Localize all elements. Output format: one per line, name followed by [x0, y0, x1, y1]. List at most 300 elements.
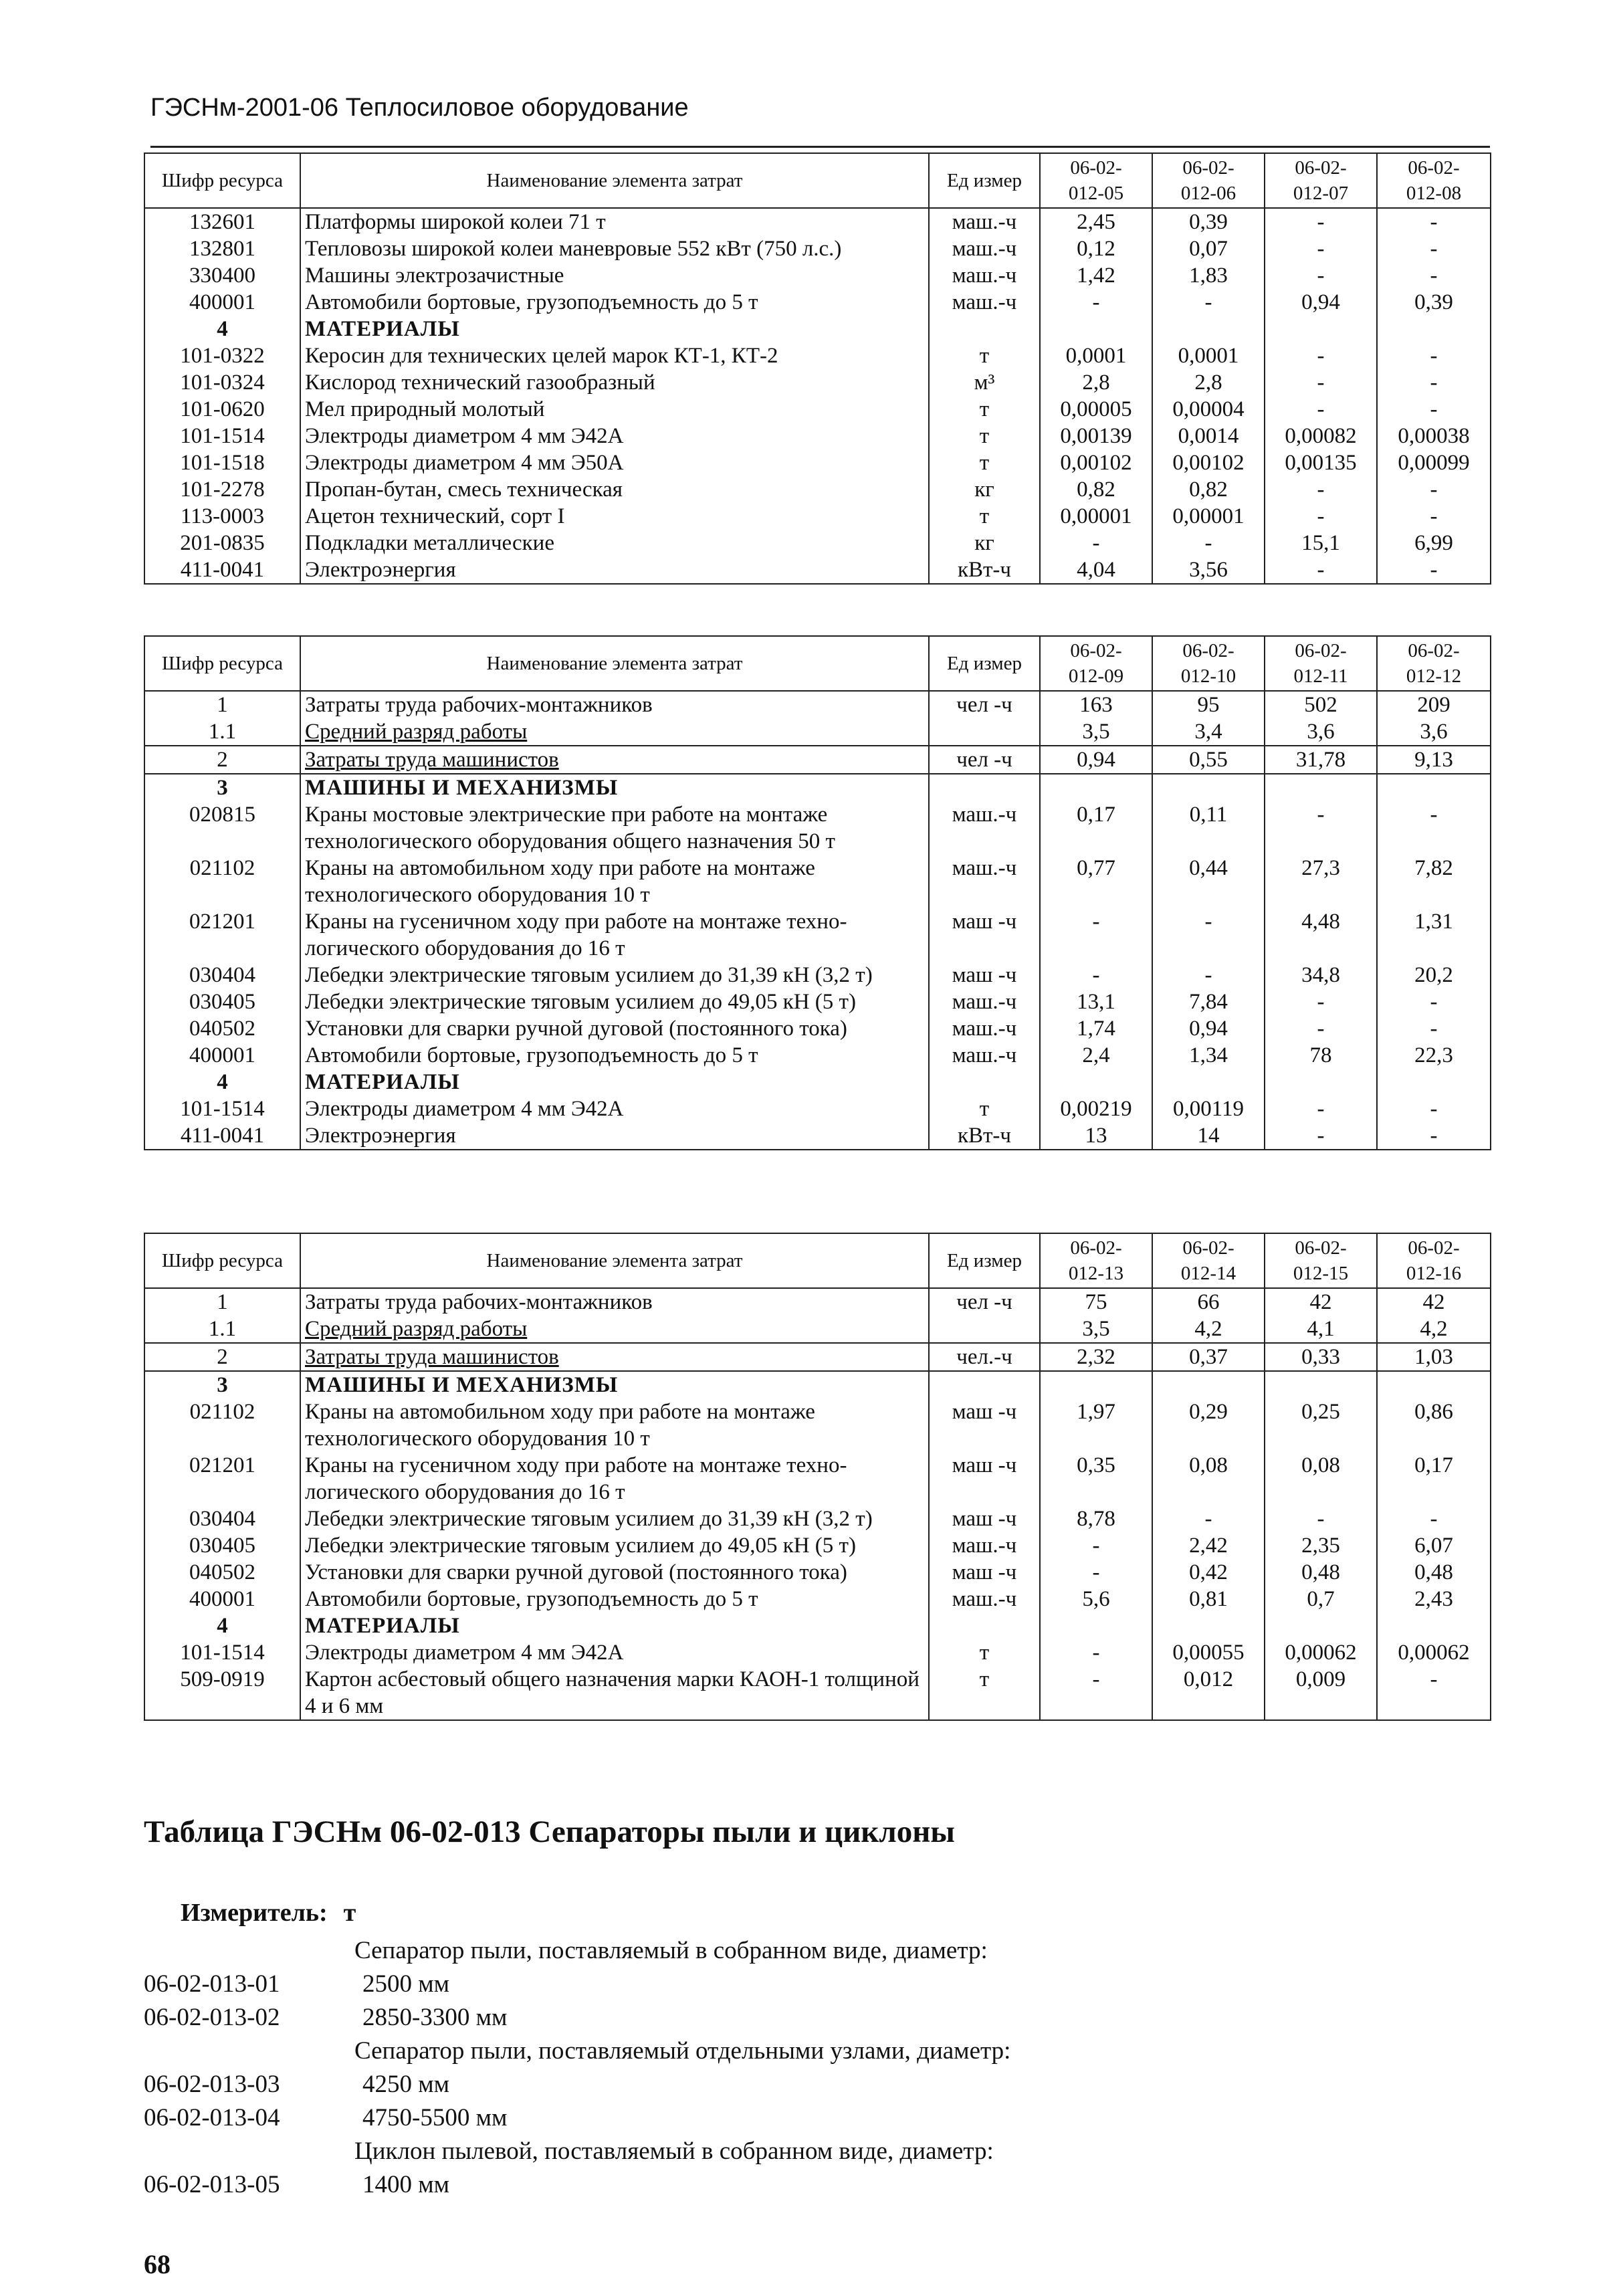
value-cell: 0,00004 — [1152, 396, 1265, 423]
resource-code: 021102 — [144, 855, 300, 908]
value-cell: 2,45 — [1040, 208, 1152, 235]
table-row — [144, 396, 1491, 423]
cost-element-name: Установки для сварки ручной дуговой (постоянного тока) — [300, 1015, 929, 1042]
cost-element-name: Установки для сварки ручной дуговой (постоянного тока) — [300, 1559, 929, 1586]
value-cell: - — [1377, 369, 1491, 396]
cost-element-name: Электроды диаметром 4 мм Э42А — [300, 1639, 929, 1666]
cost-element-name: Платформы широкой колеи 71 т — [300, 208, 929, 235]
value-cell: 0,11 — [1152, 801, 1265, 855]
unit-cell — [929, 1069, 1040, 1095]
norm-group-title: Сепаратор пыли, поставляемый в собранном виде, диаметр: — [354, 1937, 988, 1964]
resource-code: 4 — [144, 316, 300, 342]
value-cell: 0,94 — [1040, 746, 1152, 774]
value-cell: 42 — [1265, 1288, 1377, 1316]
resource-table-1 — [144, 152, 1491, 585]
value-cell: 2,8 — [1040, 369, 1152, 396]
value-cell: 0,012 — [1152, 1666, 1265, 1720]
value-cell: 75 — [1040, 1288, 1152, 1316]
measure-value: т — [343, 1899, 356, 1927]
table-row — [144, 1586, 1491, 1612]
table-row — [144, 1095, 1491, 1122]
value-cell: 13,1 — [1040, 988, 1152, 1015]
resource-code: 101-0324 — [144, 369, 300, 396]
unit-cell: маш.-ч — [929, 855, 1040, 908]
value-cell: 0,00005 — [1040, 396, 1152, 423]
value-cell: 5,6 — [1040, 1586, 1152, 1612]
unit-cell — [929, 1371, 1040, 1398]
table-row — [144, 962, 1491, 988]
value-cell: 0,00119 — [1152, 1095, 1265, 1122]
norm-group-title: Циклон пылевой, поставляемый в собранном виде, диаметр: — [354, 2137, 994, 2165]
unit-cell: маш.-ч — [929, 235, 1040, 262]
cost-element-name: Мел природный молотый — [300, 396, 929, 423]
unit-cell: кВт-ч — [929, 556, 1040, 584]
unit-cell: маш.-ч — [929, 1532, 1040, 1559]
column-header: 06-02- 012-15 — [1265, 1233, 1377, 1288]
value-cell: 42 — [1377, 1288, 1491, 1316]
resource-code: 030405 — [144, 1532, 300, 1559]
resource-code: 330400 — [144, 262, 300, 289]
unit-cell — [929, 316, 1040, 342]
cost-element-name: Лебедки электрические тяговым усилием до 49,05 кН (5 т) — [300, 988, 929, 1015]
table-row — [144, 208, 1491, 235]
unit-cell: кг — [929, 530, 1040, 556]
value-cell: 0,94 — [1265, 289, 1377, 316]
norm-size: 4250 мм — [362, 2071, 450, 2098]
value-cell: 1,97 — [1040, 1398, 1152, 1452]
value-cell: 0,009 — [1265, 1666, 1377, 1720]
table-header-row — [144, 1233, 1491, 1288]
column-header: Ед измер — [929, 1233, 1040, 1288]
unit-cell: маш -ч — [929, 1559, 1040, 1586]
value-cell: 14 — [1152, 1122, 1265, 1150]
value-cell: - — [1377, 1015, 1491, 1042]
value-cell: 27,3 — [1265, 855, 1377, 908]
cost-element-name: Лебедки электрические тяговым усилием до 31,39 кН (3,2 т) — [300, 1505, 929, 1532]
table-row — [144, 1612, 1491, 1639]
value-cell: - — [1265, 1095, 1377, 1122]
value-cell: - — [1377, 342, 1491, 369]
norm-size: 2850-3300 мм — [362, 2004, 508, 2031]
value-cell: - — [1265, 476, 1377, 503]
value-cell — [1040, 774, 1152, 801]
value-cell: 0,39 — [1152, 208, 1265, 235]
table-row — [144, 1532, 1491, 1559]
table-row — [144, 1122, 1491, 1150]
table-row — [144, 1666, 1491, 1720]
table-row — [144, 718, 1491, 746]
table-row — [144, 342, 1491, 369]
norm-size: 1400 мм — [362, 2171, 450, 2198]
value-cell: 3,6 — [1265, 718, 1377, 746]
value-cell: - — [1265, 208, 1377, 235]
cost-element-name: Краны на автомобильном ходу при работе на монтаже технологического оборудования 10 т — [300, 855, 929, 908]
value-cell: - — [1377, 208, 1491, 235]
value-cell: 3,56 — [1152, 556, 1265, 584]
value-cell: 0,07 — [1152, 235, 1265, 262]
resource-code: 030405 — [144, 988, 300, 1015]
page-number: 68 — [144, 2249, 171, 2279]
norm-code: 06-02-013-03 — [144, 2071, 280, 2098]
value-cell: - — [1040, 1639, 1152, 1666]
value-cell: 0,17 — [1040, 801, 1152, 855]
cost-element-name: МАШИНЫ И МЕХАНИЗМЫ — [300, 774, 929, 801]
column-header: 06-02- 012-14 — [1152, 1233, 1265, 1288]
header-rule — [150, 146, 1490, 148]
value-cell: 0,00139 — [1040, 423, 1152, 449]
value-cell: - — [1265, 369, 1377, 396]
resource-code: 132601 — [144, 208, 300, 235]
table-row — [144, 235, 1491, 262]
value-cell: - — [1377, 1505, 1491, 1532]
norm-code: 06-02-013-02 — [144, 2004, 280, 2031]
value-cell: 4,1 — [1265, 1316, 1377, 1343]
unit-cell: маш -ч — [929, 962, 1040, 988]
norm-size: 4750-5500 мм — [362, 2104, 508, 2131]
column-header: 06-02- 012-16 — [1377, 1233, 1491, 1288]
value-cell: - — [1265, 1122, 1377, 1150]
resource-code: 400001 — [144, 289, 300, 316]
cost-element-name: Пропан-бутан, смесь техническая — [300, 476, 929, 503]
unit-cell: т — [929, 1639, 1040, 1666]
value-cell: 2,4 — [1040, 1042, 1152, 1069]
unit-cell — [929, 1316, 1040, 1343]
unit-cell: т — [929, 503, 1040, 530]
value-cell: - — [1152, 1505, 1265, 1532]
column-header: Шифр ресурса — [144, 153, 300, 208]
value-cell: - — [1377, 1122, 1491, 1150]
column-header: 06-02- 012-06 — [1152, 153, 1265, 208]
value-cell: 502 — [1265, 691, 1377, 718]
value-cell: - — [1377, 476, 1491, 503]
table-row — [144, 1398, 1491, 1452]
value-cell: 2,43 — [1377, 1586, 1491, 1612]
cost-element-name: Краны на гусеничном ходу при работе на монтаже техно-логического оборудования до 16 т — [300, 1452, 929, 1505]
table-row — [144, 801, 1491, 855]
resource-code: 1.1 — [144, 718, 300, 746]
value-cell: - — [1040, 908, 1152, 962]
column-header: 06-02- 012-13 — [1040, 1233, 1152, 1288]
value-cell: - — [1377, 503, 1491, 530]
value-cell — [1265, 1612, 1377, 1639]
value-cell — [1377, 1612, 1491, 1639]
value-cell: - — [1152, 908, 1265, 962]
column-header: 06-02- 012-07 — [1265, 153, 1377, 208]
measure-label: Измеритель: — [181, 1899, 328, 1927]
value-cell: 2,32 — [1040, 1343, 1152, 1371]
cost-element-name: Машины электрозачистные — [300, 262, 929, 289]
unit-cell: т — [929, 1095, 1040, 1122]
value-cell: 163 — [1040, 691, 1152, 718]
value-cell: 66 — [1152, 1288, 1265, 1316]
resource-code: 411-0041 — [144, 1122, 300, 1150]
column-header: Наименование элемента затрат — [300, 153, 929, 208]
value-cell — [1040, 1371, 1152, 1398]
unit-cell: т — [929, 1666, 1040, 1720]
unit-cell: маш.-ч — [929, 289, 1040, 316]
table-row — [144, 908, 1491, 962]
unit-cell — [929, 718, 1040, 746]
value-cell: 0,48 — [1265, 1559, 1377, 1586]
value-cell: - — [1040, 1559, 1152, 1586]
resource-code: 1 — [144, 1288, 300, 1316]
value-cell: 4,2 — [1377, 1316, 1491, 1343]
value-cell — [1377, 316, 1491, 342]
unit-cell: маш.-ч — [929, 208, 1040, 235]
resource-code: 101-0322 — [144, 342, 300, 369]
value-cell: 2,8 — [1152, 369, 1265, 396]
cost-element-name: Затраты труда рабочих-монтажников — [300, 1288, 929, 1316]
value-cell: - — [1152, 962, 1265, 988]
unit-cell: т — [929, 423, 1040, 449]
cost-element-name: Средний разряд работы — [300, 718, 929, 746]
cost-element-name: Затраты труда рабочих-монтажников — [300, 691, 929, 718]
unit-cell — [929, 774, 1040, 801]
resource-code: 021201 — [144, 1452, 300, 1505]
value-cell: 2,42 — [1152, 1532, 1265, 1559]
unit-cell: маш -ч — [929, 1398, 1040, 1452]
value-cell — [1152, 316, 1265, 342]
table-row — [144, 449, 1491, 476]
value-cell: 9,13 — [1377, 746, 1491, 774]
value-cell: 0,00055 — [1152, 1639, 1265, 1666]
resource-code: 4 — [144, 1612, 300, 1639]
value-cell — [1040, 316, 1152, 342]
value-cell: - — [1040, 962, 1152, 988]
table-row — [144, 1042, 1491, 1069]
column-header: Шифр ресурса — [144, 1233, 300, 1288]
resource-code: 113-0003 — [144, 503, 300, 530]
column-header: Ед измер — [929, 636, 1040, 691]
table-row — [144, 1015, 1491, 1042]
resource-table-2 — [144, 635, 1491, 1150]
unit-cell: маш -ч — [929, 908, 1040, 962]
table-row — [144, 855, 1491, 908]
resource-table-3 — [144, 1233, 1491, 1721]
value-cell: - — [1265, 262, 1377, 289]
unit-cell: маш -ч — [929, 1505, 1040, 1532]
value-cell: 0,86 — [1377, 1398, 1491, 1452]
table-row — [144, 1559, 1491, 1586]
value-cell: 1,83 — [1152, 262, 1265, 289]
value-cell — [1377, 1371, 1491, 1398]
unit-cell: маш.-ч — [929, 1586, 1040, 1612]
value-cell: 0,39 — [1377, 289, 1491, 316]
value-cell: 0,44 — [1152, 855, 1265, 908]
table-row — [144, 1316, 1491, 1343]
cost-element-name: Затраты труда машинистов — [300, 746, 929, 774]
value-cell: - — [1265, 556, 1377, 584]
unit-cell: т — [929, 396, 1040, 423]
value-cell: 0,08 — [1265, 1452, 1377, 1505]
value-cell: 31,78 — [1265, 746, 1377, 774]
value-cell: 95 — [1152, 691, 1265, 718]
value-cell: 7,84 — [1152, 988, 1265, 1015]
table-header-row — [144, 153, 1491, 208]
table-row — [144, 423, 1491, 449]
value-cell — [1377, 774, 1491, 801]
resource-code: 030404 — [144, 1505, 300, 1532]
table-row — [144, 1371, 1491, 1398]
unit-cell: маш.-ч — [929, 988, 1040, 1015]
column-header: 06-02- 012-10 — [1152, 636, 1265, 691]
table-row — [144, 1288, 1491, 1316]
resource-code: 030404 — [144, 962, 300, 988]
cost-element-name: Краны мостовые электрические при работе на монтаже технологического оборудования общего назначения 50 т — [300, 801, 929, 855]
value-cell — [1265, 316, 1377, 342]
column-header: 06-02- 012-11 — [1265, 636, 1377, 691]
value-cell: 0,0001 — [1152, 342, 1265, 369]
value-cell: 0,33 — [1265, 1343, 1377, 1371]
column-header: 06-02- 012-05 — [1040, 153, 1152, 208]
value-cell: 1,34 — [1152, 1042, 1265, 1069]
column-header: Наименование элемента затрат — [300, 636, 929, 691]
value-cell — [1152, 1371, 1265, 1398]
value-cell: - — [1377, 262, 1491, 289]
value-cell: 34,8 — [1265, 962, 1377, 988]
value-cell: 3,5 — [1040, 1316, 1152, 1343]
value-cell: 0,81 — [1152, 1586, 1265, 1612]
value-cell — [1040, 1069, 1152, 1095]
resource-code: 101-1514 — [144, 1095, 300, 1122]
value-cell: 0,00082 — [1265, 423, 1377, 449]
value-cell: - — [1377, 556, 1491, 584]
value-cell: 15,1 — [1265, 530, 1377, 556]
value-cell: 7,82 — [1377, 855, 1491, 908]
value-cell: - — [1377, 988, 1491, 1015]
value-cell: - — [1265, 396, 1377, 423]
resource-code: 021102 — [144, 1398, 300, 1452]
column-header: Ед измер — [929, 153, 1040, 208]
cost-element-name: Электроды диаметром 4 мм Э42А — [300, 1095, 929, 1122]
value-cell: 0,48 — [1377, 1559, 1491, 1586]
value-cell: 0,00062 — [1265, 1639, 1377, 1666]
cost-element-name: Средний разряд работы — [300, 1316, 929, 1343]
value-cell: 0,08 — [1152, 1452, 1265, 1505]
value-cell: - — [1040, 1666, 1152, 1720]
value-cell: 2,35 — [1265, 1532, 1377, 1559]
resource-code: 101-2278 — [144, 476, 300, 503]
unit-cell: маш.-ч — [929, 1042, 1040, 1069]
resource-code: 411-0041 — [144, 556, 300, 584]
unit-cell: чел.-ч — [929, 1343, 1040, 1371]
resource-code: 040502 — [144, 1015, 300, 1042]
value-cell: 13 — [1040, 1122, 1152, 1150]
cost-element-name: Ацетон технический, сорт I — [300, 503, 929, 530]
unit-cell: чел -ч — [929, 746, 1040, 774]
cost-element-name: Подкладки металлические — [300, 530, 929, 556]
value-cell: - — [1152, 530, 1265, 556]
table-row — [144, 530, 1491, 556]
cost-element-name: Электроэнергия — [300, 556, 929, 584]
table-row — [144, 1452, 1491, 1505]
resource-code: 400001 — [144, 1586, 300, 1612]
value-cell: - — [1040, 1532, 1152, 1559]
value-cell: 0,55 — [1152, 746, 1265, 774]
value-cell: 0,7 — [1265, 1586, 1377, 1612]
table-row — [144, 1343, 1491, 1371]
value-cell: 1,03 — [1377, 1343, 1491, 1371]
value-cell: 0,77 — [1040, 855, 1152, 908]
value-cell: 0,17 — [1377, 1452, 1491, 1505]
value-cell: 0,00062 — [1377, 1639, 1491, 1666]
norm-code: 06-02-013-01 — [144, 1970, 280, 1998]
table-row — [144, 1505, 1491, 1532]
cost-element-name: МАШИНЫ И МЕХАНИЗМЫ — [300, 1371, 929, 1398]
value-cell: - — [1152, 289, 1265, 316]
resource-code: 132801 — [144, 235, 300, 262]
value-cell: 4,04 — [1040, 556, 1152, 584]
cost-element-name: Автомобили бортовые, грузоподъемность до 5 т — [300, 1586, 929, 1612]
unit-cell: м³ — [929, 369, 1040, 396]
value-cell: 78 — [1265, 1042, 1377, 1069]
value-cell: 0,00099 — [1377, 449, 1491, 476]
resource-code: 101-1514 — [144, 1639, 300, 1666]
table-header-row — [144, 636, 1491, 691]
value-cell — [1152, 1612, 1265, 1639]
value-cell: 0,37 — [1152, 1343, 1265, 1371]
column-header: 06-02- 012-12 — [1377, 636, 1491, 691]
value-cell: 3,6 — [1377, 718, 1491, 746]
resource-code: 509-0919 — [144, 1666, 300, 1720]
value-cell: - — [1040, 289, 1152, 316]
value-cell: 6,99 — [1377, 530, 1491, 556]
cost-element-name: Лебедки электрические тяговым усилием до 49,05 кН (5 т) — [300, 1532, 929, 1559]
value-cell — [1152, 1069, 1265, 1095]
value-cell: 4,48 — [1265, 908, 1377, 962]
cost-element-name: Электроды диаметром 4 мм Э50А — [300, 449, 929, 476]
resource-code: 4 — [144, 1069, 300, 1095]
value-cell: 0,00038 — [1377, 423, 1491, 449]
resource-code: 2 — [144, 746, 300, 774]
page-header: ГЭСНм-2001-06 Теплосиловое оборудование — [150, 94, 689, 122]
cost-element-name: Лебедки электрические тяговым усилием до 31,39 кН (3,2 т) — [300, 962, 929, 988]
unit-cell: чел -ч — [929, 691, 1040, 718]
column-header: 06-02- 012-09 — [1040, 636, 1152, 691]
value-cell: 0,35 — [1040, 1452, 1152, 1505]
unit-cell: маш -ч — [929, 1452, 1040, 1505]
value-cell — [1377, 1069, 1491, 1095]
unit-cell: кг — [929, 476, 1040, 503]
cost-element-name: Краны на гусеничном ходу при работе на монтаже техно-логического оборудования до 16 т — [300, 908, 929, 962]
resource-code: 201-0835 — [144, 530, 300, 556]
column-header: Наименование элемента затрат — [300, 1233, 929, 1288]
value-cell: 0,00102 — [1040, 449, 1152, 476]
value-cell: - — [1265, 1015, 1377, 1042]
section-title: Таблица ГЭСНм 06-02-013 Сепараторы пыли и циклоны — [144, 1814, 956, 1849]
resource-code: 020815 — [144, 801, 300, 855]
resource-code: 101-1514 — [144, 423, 300, 449]
value-cell: 8,78 — [1040, 1505, 1152, 1532]
value-cell: 0,25 — [1265, 1398, 1377, 1452]
value-cell: - — [1265, 801, 1377, 855]
resource-code: 101-1518 — [144, 449, 300, 476]
value-cell: - — [1377, 801, 1491, 855]
cost-element-name: Кислород технический газообразный — [300, 369, 929, 396]
table-row — [144, 289, 1491, 316]
value-cell: 0,0001 — [1040, 342, 1152, 369]
cost-element-name: Краны на автомобильном ходу при работе на монтаже технологического оборудования 10 т — [300, 1398, 929, 1452]
value-cell: 3,4 — [1152, 718, 1265, 746]
unit-cell: чел -ч — [929, 1288, 1040, 1316]
unit-cell: маш.-ч — [929, 1015, 1040, 1042]
value-cell — [1265, 1069, 1377, 1095]
norm-size: 2500 мм — [362, 1970, 450, 1998]
cost-element-name: Тепловозы широкой колеи маневровые 552 кВт (750 л.с.) — [300, 235, 929, 262]
value-cell: - — [1265, 503, 1377, 530]
resource-code: 101-0620 — [144, 396, 300, 423]
cost-element-name: Керосин для технических целей марок КТ-1, КТ-2 — [300, 342, 929, 369]
